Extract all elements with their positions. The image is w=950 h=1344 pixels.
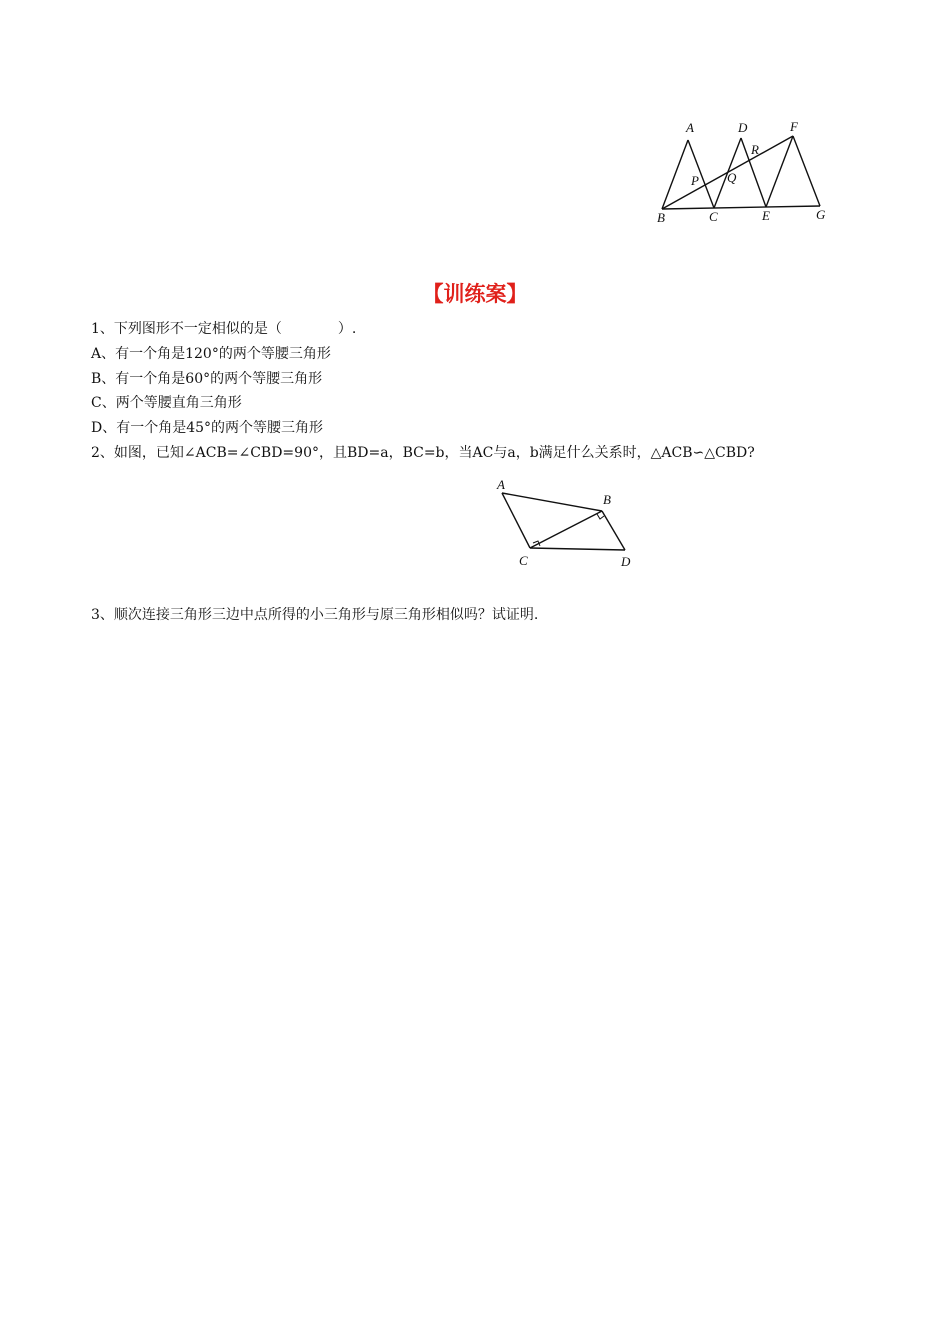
q1-stem: 1、下列图形不一定相似的是（ ）. bbox=[91, 321, 357, 337]
label-q: Q bbox=[727, 170, 737, 185]
label-a2: A bbox=[497, 477, 505, 492]
q1-option-a: A、有一个角是120°的两个等腰三角形 bbox=[91, 346, 331, 362]
label-g: G bbox=[816, 207, 826, 222]
q1-option-b: B、有一个角是60°的两个等腰三角形 bbox=[91, 371, 323, 387]
label-p: P bbox=[691, 173, 699, 188]
label-r: R bbox=[751, 142, 759, 157]
q3-stem: 3、顺次连接三角形三边中点所得的小三角形与原三角形相似吗？试证明. bbox=[91, 607, 539, 623]
right-angle-mark-b bbox=[597, 514, 604, 519]
segment-ef bbox=[766, 136, 793, 207]
label-d2: D bbox=[621, 554, 631, 569]
segment-ab2 bbox=[502, 493, 602, 511]
segment-cd2 bbox=[530, 548, 625, 550]
label-f: F bbox=[790, 119, 798, 134]
label-b2: B bbox=[603, 492, 611, 507]
label-c: C bbox=[709, 209, 718, 224]
section-title: 【训练案】 bbox=[422, 282, 528, 306]
label-d: D bbox=[738, 120, 748, 135]
label-c2: C bbox=[519, 553, 528, 568]
q1-option-d: D、有一个角是45°的两个等腰三角形 bbox=[91, 420, 324, 436]
triangles-figure bbox=[650, 118, 840, 228]
segment-bd2 bbox=[602, 511, 625, 550]
segment-fg bbox=[793, 136, 820, 206]
label-b: B bbox=[657, 210, 665, 225]
base-line-bg bbox=[662, 206, 820, 209]
label-e: E bbox=[762, 208, 770, 223]
q1-option-c: C、两个等腰直角三角形 bbox=[91, 395, 242, 411]
right-angle-figure bbox=[490, 475, 640, 575]
segment-ab bbox=[662, 140, 688, 209]
segment-bc2 bbox=[530, 511, 602, 548]
label-a: A bbox=[686, 120, 694, 135]
q2-stem: 2、如图，已知∠ACB=∠CBD=90°，且BD=a，BC=b，当AC与a，b满足什么关系时，△ACB∽△CBD? bbox=[91, 445, 755, 461]
segment-ac2 bbox=[502, 493, 530, 548]
